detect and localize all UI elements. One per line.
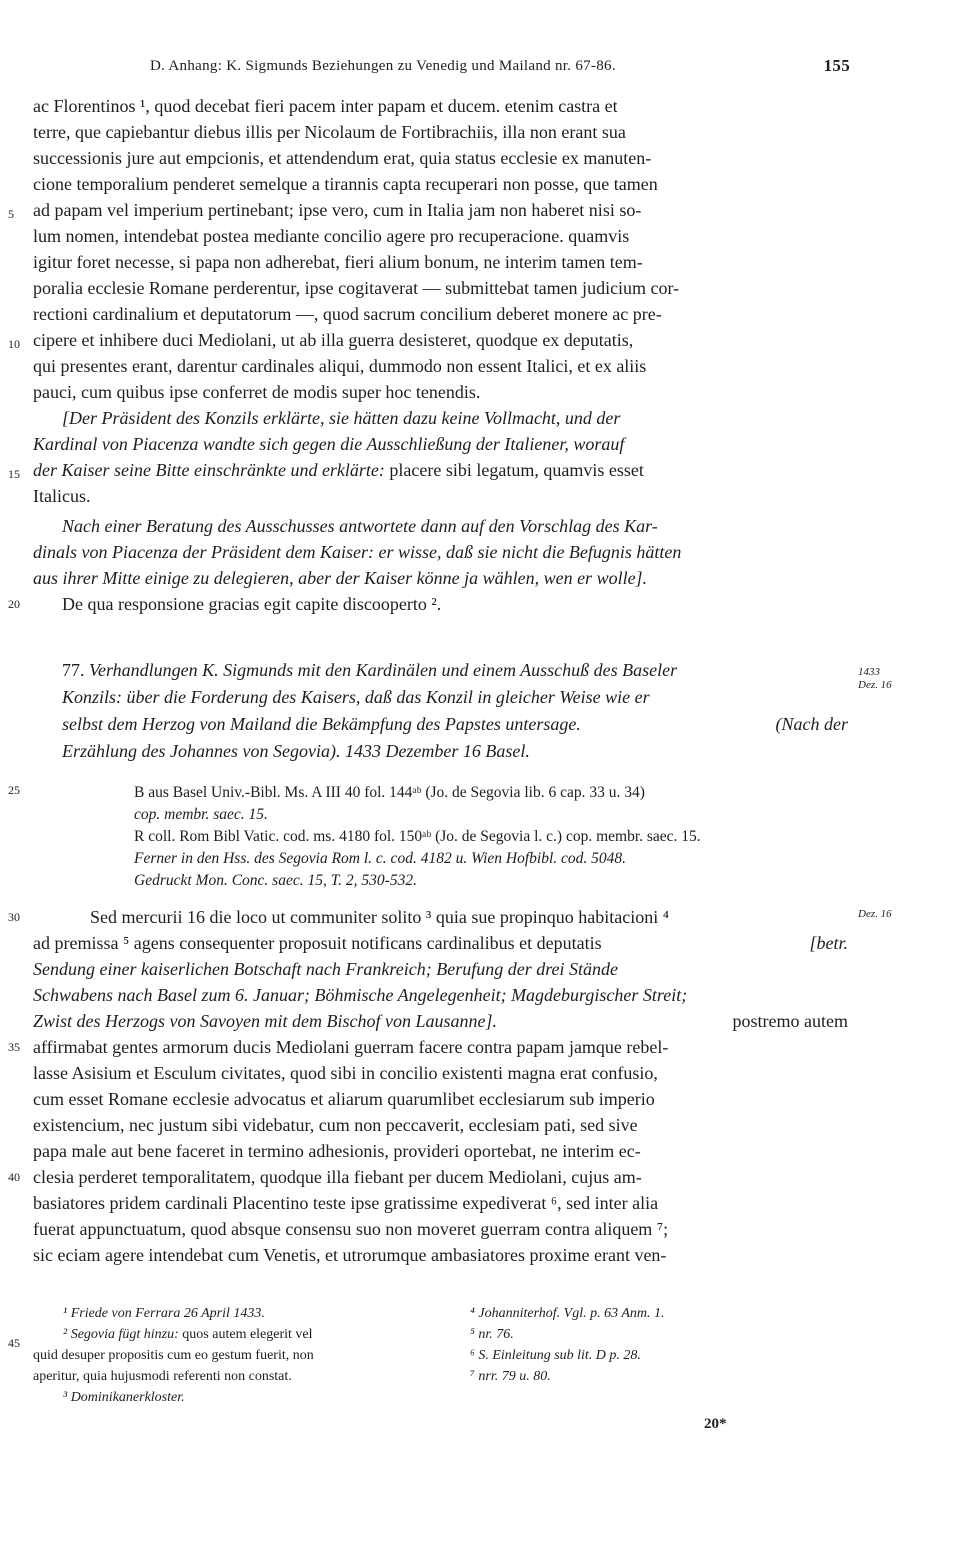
document-heading <box>62 657 848 683</box>
editorial-note: Zwist des Herzogs von Savoyen mit dem Bischof von Lausanne]. <box>33 1011 497 1031</box>
footnote-line: aperitur, quia hujusmodi referenti non constat. <box>33 1369 292 1384</box>
source-line: B aus Basel Univ.-Bibl. Ms. A III 40 fol. 144ᵃᵇ (Jo. de Segovia lib. 6 cap. 33 u. 34) <box>134 784 645 801</box>
line-number: 45 <box>8 1336 20 1350</box>
text-line: igitur foret necesse, si papa non adherebat, fieri alium bonum, ne interim tamen tem- <box>33 252 643 272</box>
line-number: 35 <box>8 1040 20 1054</box>
text-line: fuerat appunctuatum, quod absque consensu suo non moveret guerram contra aliquem ⁷; <box>33 1219 669 1239</box>
margin-date <box>858 666 908 692</box>
footnotes-right <box>470 1303 850 1387</box>
margin-date-year: 1433 <box>858 666 880 678</box>
text-line: poralia ecclesie Romane perderentur, ipse cogitaverat — submittebat tamen judicium cor- <box>33 278 680 298</box>
footnote: ⁶ S. Einleitung sub lit. D p. 28. <box>470 1348 641 1363</box>
text-line: clesia perderet temporalitatem, quodque illa fiebant per ducem Mediolani, cujus am- <box>33 1167 642 1187</box>
text-line: lum nomen, intendebat postea mediante concilio agere pro recuperacione. quamvis <box>33 226 630 246</box>
text-line: papa male aut bene faceret in termino adhesionis, provideri oportebat, ne interim ec- <box>33 1141 641 1161</box>
text-line: cione temporalium penderet semelque a tirannis capta recuperari non posse, que tamen <box>33 174 658 194</box>
footnote: ³ Dominikanerkloster. <box>63 1390 185 1405</box>
text-line: rectioni cardinalium et deputatorum —, quod sacrum concilium deberet monere ac pre- <box>33 304 662 324</box>
editorial-note: Sendung einer kaiserlichen Botschaft nach Frankreich; Berufung der drei Stände <box>33 959 619 979</box>
line-number: 40 <box>8 1170 20 1184</box>
text-line <box>33 1008 848 1034</box>
text-line: affirmabat gentes armorum ducis Mediolani guerram facere contra papam jamque rebel- <box>33 1037 669 1057</box>
source-line: Gedruckt Mon. Conc. saec. 15, T. 2, 530-532. <box>134 872 417 889</box>
line-number: 10 <box>8 337 20 351</box>
editorial-note: [betr. <box>809 933 848 953</box>
editorial-note: aus ihrer Mitte einige zu delegieren, aber der Kaiser könne ja wählen, wen er wolle]. <box>33 568 648 588</box>
margin-date-text: Dez. 16 <box>858 908 892 920</box>
text-line: terre, que capiebantur diebus illis per Nicolaum de Fortibrachiis, illa non erant sua <box>33 122 626 142</box>
margin-date-day: Dez. 16 <box>858 679 892 691</box>
heading-line: Erzählung des Johannes von Segovia). 1433 Dezember 16 Basel. <box>62 741 530 761</box>
editorial-note: Nach einer Beratung des Ausschusses antwortete dann auf den Vorschlag des Kar- <box>62 516 658 536</box>
text-line: Sed mercurii 16 die loco ut communiter solito ³ quia sue propinquo habitacioni ⁴ <box>90 907 670 927</box>
heading-line: Verhandlungen K. Sigmunds mit den Kardinälen und einem Ausschuß des Baseler <box>89 660 678 680</box>
heading-line <box>62 711 848 737</box>
text-fragment: ad premissa ⁵ agens consequenter proposuit notificans cardinalibus et deputatis <box>33 933 602 953</box>
editorial-note: der Kaiser seine Bitte einschränkte und erklärte: <box>33 460 385 480</box>
text-line: sic eciam agere intendebat cum Venetis, et utrorumque ambasiatores proxime erant ven- <box>33 1245 667 1265</box>
text-line: cipere et inhibere duci Mediolani, ut ab illa guerra desisteret, quodque ex deputatis, <box>33 330 634 350</box>
footnote-fragment: ² Segovia fügt hinzu: <box>63 1327 179 1342</box>
source-line: R coll. Rom Bibl Vatic. cod. ms. 4180 fol. 150ᵃᵇ (Jo. de Segovia l. c.) cop. membr. saec. 15. <box>134 828 701 845</box>
text-line: Italicus. <box>33 486 91 506</box>
running-title: D. Anhang: K. Sigmunds Beziehungen zu Venedig und Mailand nr. 67-86. <box>150 58 616 74</box>
text-line: ac Florentinos ¹, quod decebat fieri pacem inter papam et ducem. etenim castra et <box>33 96 618 116</box>
editorial-note: Schwabens nach Basel zum 6. Januar; Böhmische Angelegenheit; Magdeburgischer Streit; <box>33 985 688 1005</box>
page-number: 155 <box>823 56 850 75</box>
text-line: basiatores pridem cardinali Placentino teste ipse gratissime expediverat ⁶, sed inter alia <box>33 1193 659 1213</box>
text-line: existencium, nec justum sibi videbatur, cum non peccaverit, ecclesiam pati, sed sive <box>33 1115 638 1135</box>
text-line <box>33 457 848 483</box>
text-line: lasse Asisium et Esculum civitates, quod sibi in concilio existenti magna erat confusio, <box>33 1063 658 1083</box>
footnote-line: quid desuper propositis cum eo gestum fuerit, non <box>33 1348 314 1363</box>
line-number: 5 <box>8 207 14 221</box>
footnote: ¹ Friede von Ferrara 26 April 1433. <box>63 1306 265 1321</box>
running-header <box>150 58 850 75</box>
footnote: ⁴ Johanniterhof. Vgl. p. 63 Anm. 1. <box>470 1306 665 1321</box>
signature-mark: 20* <box>704 1416 727 1432</box>
text-line: ad papam vel imperium pertinebant; ipse vero, cum in Italia jam non haberet nisi so- <box>33 200 642 220</box>
text-line: pauci, cum quibus ipse conferret de modis super hoc tenendis. <box>33 382 481 402</box>
footnote-fragment: quos autem elegerit vel <box>182 1327 313 1342</box>
text-line: qui presentes erant, darentur cardinales aliqui, dummodo non essent Italici, et ex aliis <box>33 356 647 376</box>
line-number: 20 <box>8 597 20 611</box>
editorial-note: dinals von Piacenza der Präsident dem Kaiser: er wisse, daß sie nicht die Befugnis hätten <box>33 542 682 562</box>
line-number: 30 <box>8 910 20 924</box>
heading-line: Konzils: über die Forderung des Kaisers, daß das Konzil in gleicher Weise wie er <box>62 687 650 707</box>
heading-fragment: selbst dem Herzog von Mailand die Bekämpfung des Papstes untersage. <box>62 714 581 734</box>
editorial-note: Kardinal von Piacenza wandte sich gegen die Ausschließung der Italiener, worauf <box>33 434 625 454</box>
text-fragment: postremo autem <box>732 1011 848 1031</box>
footnote <box>33 1324 433 1345</box>
source-line: Ferner in den Hss. des Segovia Rom l. c. cod. 4182 u. Wien Hofbibl. cod. 5048. <box>134 850 627 867</box>
text-line: successionis jure aut empcionis, et attendendum erat, quia status ecclesie ex manuten- <box>33 148 652 168</box>
footnote: ⁷ nrr. 79 u. 80. <box>470 1369 551 1384</box>
heading-fragment: (Nach der <box>775 714 848 734</box>
text-line: cum esset Romane ecclesie advocatus et aliarum quarumlibet ecclesiarum sub imperio <box>33 1089 655 1109</box>
editorial-note: [Der Präsident des Konzils erklärte, sie hätten dazu keine Vollmacht, und der <box>62 408 621 428</box>
line-number: 25 <box>8 783 20 797</box>
source-line: cop. membr. saec. 15. <box>134 806 268 823</box>
footnotes-left <box>33 1303 433 1408</box>
text-line <box>33 930 848 956</box>
text-line: De qua responsione gracias egit capite discooperto ². <box>62 594 442 614</box>
document-number: 77. <box>62 660 85 680</box>
footnote: ⁵ nr. 76. <box>470 1327 514 1342</box>
text-fragment: placere sibi legatum, quamvis esset <box>389 460 644 480</box>
line-number: 15 <box>8 467 20 481</box>
